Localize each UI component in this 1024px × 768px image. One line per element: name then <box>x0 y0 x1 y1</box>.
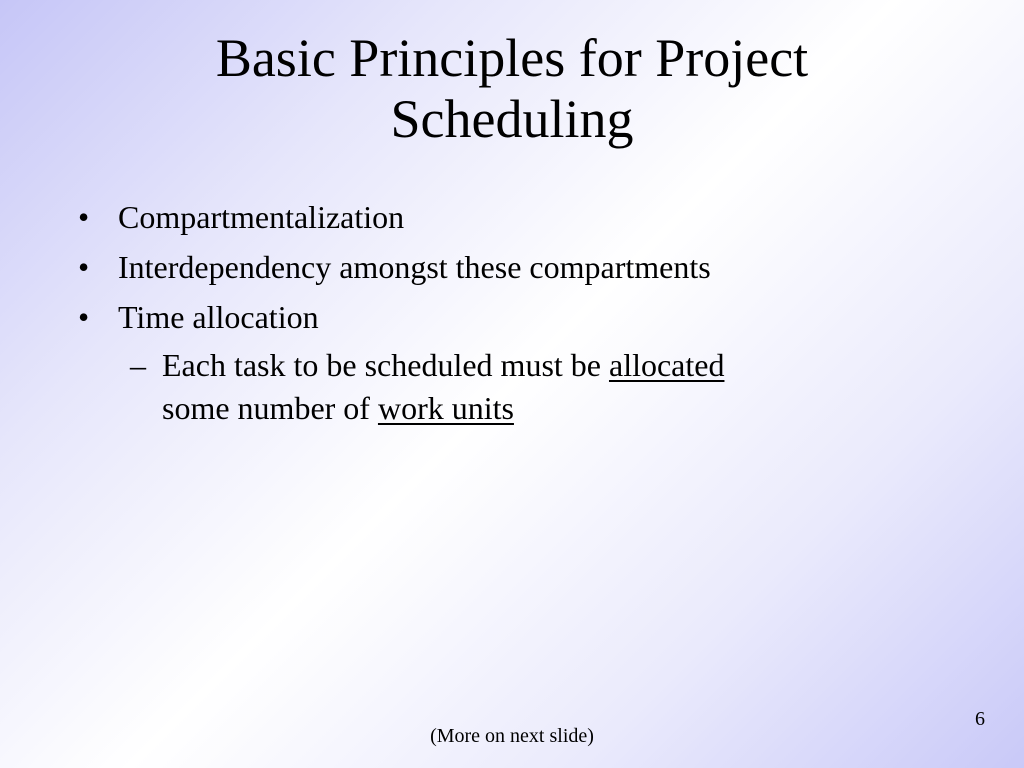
bullet-mark: • <box>78 249 90 285</box>
bullet-item <box>78 192 958 242</box>
bullet-list <box>78 192 958 430</box>
underlined-term-allocated: allocated <box>608 347 725 383</box>
sub-bullet-dash: – <box>130 347 146 383</box>
underlined-term-work-units: work units <box>377 390 514 426</box>
footer-note: (More on next slide) <box>430 725 594 747</box>
sub-bullet-text-2: some number of <box>162 390 378 426</box>
bullet-mark: • <box>78 199 90 235</box>
bullet-text: Compartmentalization <box>118 199 405 235</box>
sub-bullet-text-1: Each task to be scheduled must be <box>162 347 609 383</box>
bullet-mark: • <box>78 299 90 335</box>
slide-title <box>100 28 924 150</box>
bullet-text: Time allocation <box>118 299 319 335</box>
slide-title-line-1: Basic Principles for Project <box>215 28 809 88</box>
bullet-text: Interdependency amongst these compartments <box>118 249 711 285</box>
sub-bullet-item <box>78 344 958 430</box>
slide-title-line-2: Scheduling <box>390 89 634 149</box>
bullet-item <box>78 292 958 342</box>
bullet-item <box>78 242 958 292</box>
slide-number: 6 <box>975 708 985 730</box>
